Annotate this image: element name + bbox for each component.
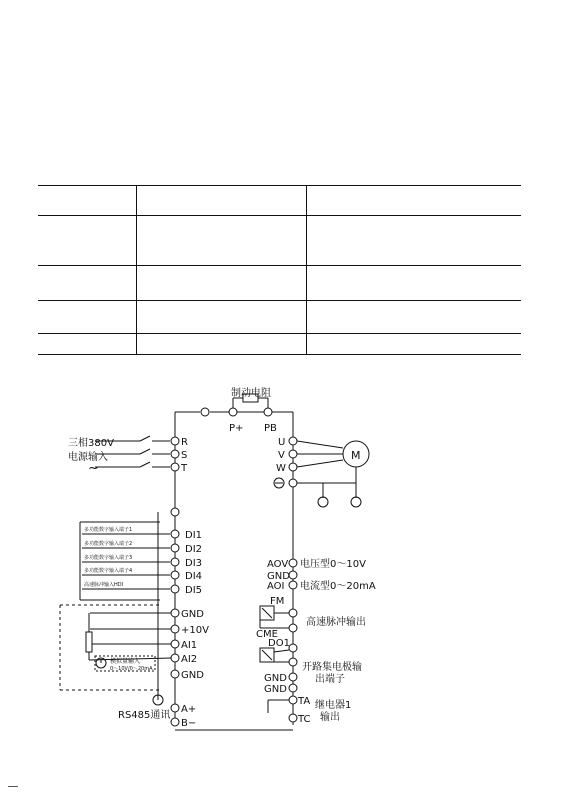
di2-desc: 多功能数字输入端子2 [84, 541, 133, 547]
terminal-b-minus: B− [181, 718, 197, 729]
aoi-desc: 电流型0～20mA [300, 581, 376, 592]
aov-desc: 电压型0～10V [300, 559, 366, 570]
rs485-label: RS485通讯 [118, 710, 171, 721]
terminal-ai2: AI2 [181, 654, 198, 665]
terminal-v: V [278, 450, 285, 461]
terminal-ai1: AI1 [181, 640, 198, 651]
diagram-labels [68, 386, 376, 729]
terminal-w: W [276, 463, 286, 474]
terminal-10v: +10V [181, 625, 209, 636]
terminal-t: T [181, 463, 188, 474]
analog-input-label: 模拟量输入 [110, 658, 141, 665]
pb-label: PB [264, 423, 277, 434]
analog-range-label: 0～10V/0～20mA [110, 666, 153, 672]
terminal-fm: FM [270, 596, 285, 607]
terminal-do1: DO1 [268, 638, 290, 649]
footer-mark [8, 786, 18, 787]
terminal-ta: TA [298, 696, 311, 707]
terminal-gnd-1: GND [181, 609, 204, 620]
terminal-di5: DI5 [185, 585, 203, 596]
relay-label-line1: 继电器1 [315, 700, 352, 711]
terminal-di1: DI1 [185, 530, 203, 541]
terminal-gnd-2: GND [181, 670, 204, 681]
terminal-u: U [278, 437, 286, 448]
p-plus-label: P+ [229, 423, 244, 434]
pulse-output-label: 高速脉冲输出 [306, 617, 366, 628]
power-tilde: ~ [88, 461, 99, 476]
power-input-line2: 电源输入 [68, 452, 108, 463]
motor-label: M [351, 449, 361, 462]
terminal-di3: DI3 [185, 558, 203, 569]
terminal-tc: TC [298, 714, 311, 725]
di5-desc: 高速脉冲输入HDI [84, 582, 124, 588]
power-input-line1: 三相380V [68, 438, 114, 449]
terminal-di2: DI2 [185, 544, 203, 555]
di4-desc: 多功能数字输入端子4 [84, 568, 133, 574]
terminal-gnd-right: GND [267, 571, 290, 582]
terminal-a-plus: A+ [181, 704, 197, 715]
di3-desc: 多功能数字输入端子3 [84, 555, 133, 561]
terminal-aov: AOV [267, 559, 289, 570]
terminal-r: R [181, 437, 188, 448]
terminal-di4: DI4 [185, 571, 203, 582]
terminal-s: S [181, 450, 188, 461]
terminal-cme: CME [256, 629, 278, 640]
open-collector-line1: 开路集电极输 [302, 662, 362, 673]
di1-desc: 多功能数字输入端子1 [84, 527, 133, 533]
open-collector-line2: 出端子 [315, 674, 345, 685]
brake-resistor-label: 制动电阻 [231, 388, 271, 399]
terminal-aoi: AOI [267, 581, 285, 592]
relay-label-line2: 输出 [320, 712, 340, 723]
terminal-gnd-right-3: GND [264, 684, 287, 695]
terminal-gnd-right-2: GND [264, 673, 287, 684]
